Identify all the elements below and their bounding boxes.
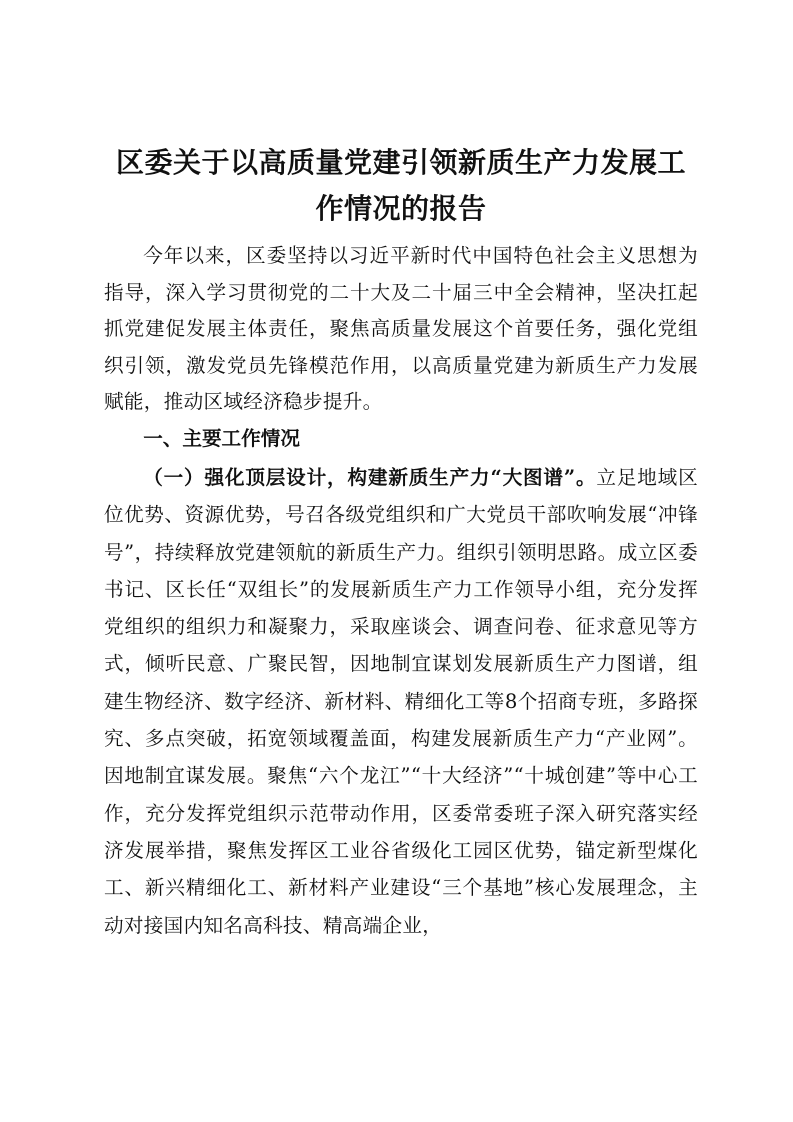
section-heading-main-work: 一、主要工作情况 bbox=[143, 426, 300, 450]
subsection-paragraph-1 bbox=[104, 459, 698, 944]
intro-paragraph: 今年以来，区委坚持以习近平新时代中国特色社会主义思想为指导，深入学习贯彻党的二十大及二十届三中全会精神，坚决扛起抓党建促发展主体责任，聚焦高质量发展这个首要任务，强化党组织引领，激发党员先锋模范作用，以高质量党建为新质生产力发展赋能，推动区域经济稳步提升。 bbox=[104, 244, 698, 413]
document-title: 区委关于以高质量党建引领新质生产力发展工作情况的报告 bbox=[115, 146, 686, 225]
subsection-body-1: 立足地域区位优势、资源优势，号召各级党组织和广大党员干部吹响发展“冲锋号”，持续释放党建领航的新质生产力。组织引领明思路。成立区委书记、区长任“双组长”的发展新质生产力工作领导小组，充分发挥党组织的组织力和凝聚力，采取座谈会、调查问卷、征求意见等方式，倾听民意、广聚民智，因地制宜谋划发展新质生产力图谱，组建生物经济、数字经济、新材料、精细化工等8个招商专班，多路探究、多点突破，拓宽领域覆盖面，构建发展新质生产力“产业网”。因地制宜谋发展。聚焦“六个龙江”“十大经济”“十城创建”等中心工作，充分发挥党组织示范带动作用，区委常委班子深入研究落实经济发展举措，聚焦发挥区工业谷省级化工园区优势，锚定新型煤化工、新兴精细化工、新材料产业建设“三个基地”核心发展理念，主动对接国内知名高科技、精高端企业， bbox=[104, 466, 698, 937]
subsection-heading-1: （一）强化顶层设计，构建新质生产力“大图谱”。 bbox=[143, 466, 597, 489]
document-page bbox=[104, 140, 698, 944]
